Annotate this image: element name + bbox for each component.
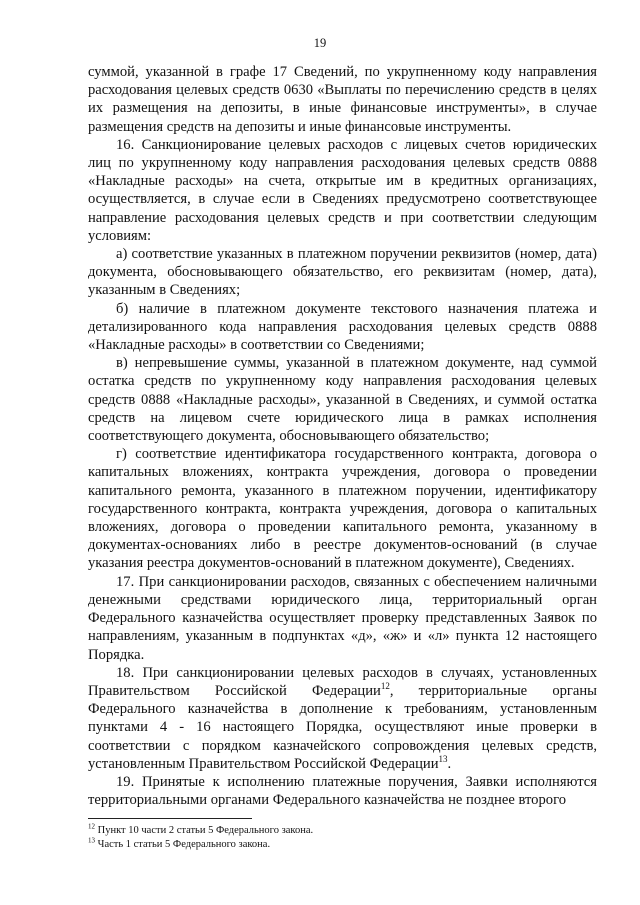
paragraph-16-v: в) непревышение суммы, указанной в платежном документе, над суммой остатка средств по укрупненному коду направления расходования целевых средств 0888 «Накладные расходы», указанной в Сведениях, и суммой остатка средств на лицевом счете юридического лица в рамках исполнения соответствующего документа, обосновывающего обязательство; bbox=[88, 355, 597, 445]
footnotes bbox=[88, 824, 597, 852]
paragraph-16-g: г) соответствие идентификатора государственного контракта, договора о капитальных вложениях, контракта учреждения, договора о проведении капитального ремонта, указанного в платежном поручении, идентификатору государственного контракта, контракта учреждения, договора о капитальных вложениях, договора о проведении капитального ремонта, указанному в документах-основаниях либо в реестре документов-оснований (в случае указания реестра документов-оснований в платежном документе), Сведениях. bbox=[88, 446, 597, 572]
paragraph-18-part-2: , территориальные органы Федерального казначейства в дополнение к требованиям, установленным пунктами 4 - 16 настоящего Порядка, осуществляют иные проверки в соответствии с порядком казначейского сопровождения целевых средств, установленным Правительством Российской Федерации bbox=[88, 682, 597, 772]
paragraph-17: 17. При санкционировании расходов, связанных с обеспечением наличными денежными средствами юридического лица, территориальный орган Федерального казначейства осуществляет проверку представленных Заявок по направлениям, указанным в подпунктах «д», «ж» и «л» пункта 12 настоящего Порядка. bbox=[88, 573, 597, 663]
footnote-number: 12 bbox=[88, 822, 95, 831]
footnote-13 bbox=[88, 838, 597, 852]
paragraph-16-a: а) соответствие указанных в платежном поручении реквизитов (номер, дата) документа, обосновывающего обязательство, его реквизитам (номер, дата), указанным в Сведениях; bbox=[88, 246, 597, 299]
document-body bbox=[88, 63, 597, 809]
paragraph-continuation: суммой, указанной в графе 17 Сведений, по укрупненному коду направления расходования целевых средств 0630 «Выплаты по перечислению средств в целях их размещения на депозиты, в иные финансовые инструменты», в случае размещения средств на депозиты и иные финансовые инструменты. bbox=[88, 64, 597, 135]
footnote-number: 13 bbox=[88, 836, 95, 845]
footnote-text: Часть 1 статьи 5 Федерального закона. bbox=[95, 839, 271, 850]
paragraph-16-b: б) наличие в платежном документе текстового назначения платежа и детализированного кода направления расходования целевых средств 0888 «Накладные расходы» в соответствии со Сведениями; bbox=[88, 300, 597, 354]
footnote-text: Пункт 10 части 2 статьи 5 Федерального закона. bbox=[95, 825, 314, 836]
footnote-12 bbox=[88, 824, 597, 838]
paragraph-18 bbox=[88, 664, 597, 773]
footnote-ref-13: 13 bbox=[438, 753, 448, 764]
footnote-divider bbox=[88, 818, 252, 819]
paragraph-19: 19. Принятые к исполнению платежные поручения, Заявки исполняются территориальными органами Федерального казначейства не позднее второго bbox=[88, 773, 597, 809]
paragraph-16: 16. Санкционирование целевых расходов с лицевых счетов юридических лиц по укрупненному коду направления расходования целевых средств 0888 «Накладные расходы» на счета, открытые им в кредитных организациях, осуществляется, в случае если в Сведениях предусмотрено соответствующее направление расходования целевых средств и при соответствии следующим условиям: bbox=[88, 136, 597, 244]
paragraph-18-part-3: . bbox=[447, 755, 452, 772]
paragraph-18-part-1: 18. При санкционировании целевых расходов в случаях, установленных Правительством Российской Федерации bbox=[88, 664, 597, 699]
page-number: 19 bbox=[313, 36, 327, 50]
footnote-ref-12: 12 bbox=[380, 681, 390, 692]
